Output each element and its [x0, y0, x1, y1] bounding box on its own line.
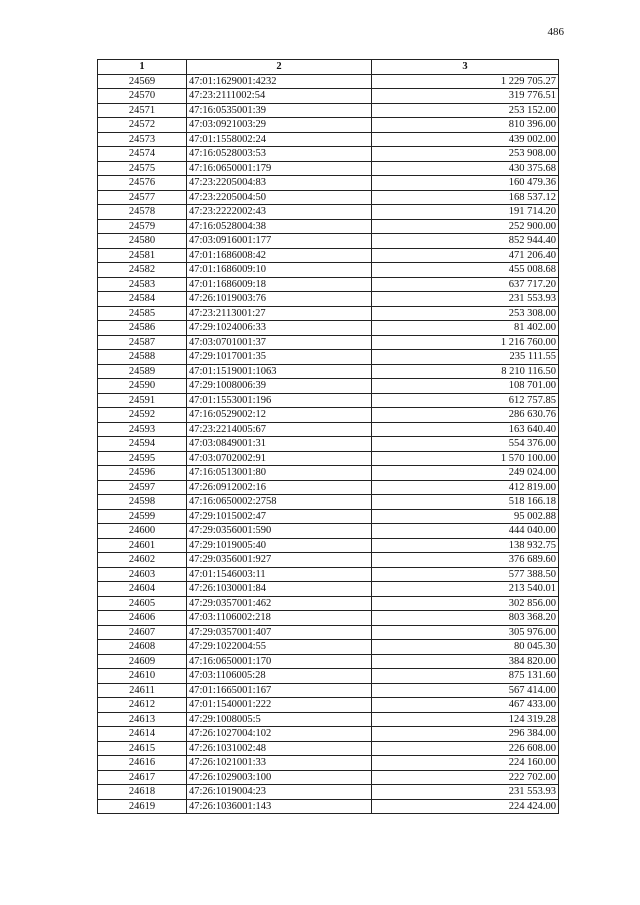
row-number-cell: 24611 [98, 683, 187, 698]
table-row [98, 625, 559, 640]
row-number-cell: 24585 [98, 306, 187, 321]
table-header-row [98, 60, 559, 75]
value-cell: 1 216 760.00 [372, 335, 559, 350]
cadastral-number-cell: 47:23:2205004:83 [187, 176, 372, 191]
table-row [98, 379, 559, 394]
value-cell: 286 630.76 [372, 408, 559, 423]
cadastral-number-cell: 47:16:0650002:2758 [187, 495, 372, 510]
cadastral-number-cell: 47:29:1015002:47 [187, 509, 372, 524]
cadastral-number-cell: 47:01:1519001:1063 [187, 364, 372, 379]
table-row [98, 234, 559, 249]
value-cell: 430 375.68 [372, 161, 559, 176]
table-row [98, 306, 559, 321]
row-number-cell: 24570 [98, 89, 187, 104]
table-row [98, 364, 559, 379]
table-row [98, 495, 559, 510]
row-number-cell: 24581 [98, 248, 187, 263]
value-cell: 567 414.00 [372, 683, 559, 698]
page-number: 486 [547, 26, 564, 38]
value-cell: 108 701.00 [372, 379, 559, 394]
table-body [98, 74, 559, 814]
cadastral-number-cell: 47:03:0702002:91 [187, 451, 372, 466]
cadastral-number-cell: 47:03:0701001:37 [187, 335, 372, 350]
table-row [98, 103, 559, 118]
cadastral-number-cell: 47:16:0513001:80 [187, 466, 372, 481]
value-cell: 319 776.51 [372, 89, 559, 104]
row-number-cell: 24569 [98, 74, 187, 89]
value-cell: 191 714.20 [372, 205, 559, 220]
cadastral-number-cell: 47:29:0356001:590 [187, 524, 372, 539]
row-number-cell: 24605 [98, 596, 187, 611]
value-cell: 296 384.00 [372, 727, 559, 742]
value-cell: 213 540.01 [372, 582, 559, 597]
value-cell: 95 002.88 [372, 509, 559, 524]
cadastral-number-cell: 47:26:1021001:33 [187, 756, 372, 771]
table-row [98, 611, 559, 626]
row-number-cell: 24610 [98, 669, 187, 684]
value-cell: 444 040.00 [372, 524, 559, 539]
cadastral-number-cell: 47:26:1019003:76 [187, 292, 372, 307]
table-row [98, 712, 559, 727]
row-number-cell: 24618 [98, 785, 187, 800]
row-number-cell: 24617 [98, 770, 187, 785]
cadastral-number-cell: 47:16:0650001:170 [187, 654, 372, 669]
cadastral-number-cell: 47:23:2205004:50 [187, 190, 372, 205]
cadastral-number-cell: 47:26:1031002:48 [187, 741, 372, 756]
value-cell: 226 608.00 [372, 741, 559, 756]
value-cell: 1 229 705.27 [372, 74, 559, 89]
cadastral-number-cell: 47:16:0650001:179 [187, 161, 372, 176]
row-number-cell: 24578 [98, 205, 187, 220]
value-cell: 467 433.00 [372, 698, 559, 713]
row-number-cell: 24607 [98, 625, 187, 640]
value-cell: 376 689.60 [372, 553, 559, 568]
value-cell: 80 045.30 [372, 640, 559, 655]
table-row [98, 422, 559, 437]
value-cell: 253 152.00 [372, 103, 559, 118]
row-number-cell: 24595 [98, 451, 187, 466]
value-cell: 163 640.40 [372, 422, 559, 437]
row-number-cell: 24589 [98, 364, 187, 379]
value-cell: 305 976.00 [372, 625, 559, 640]
cadastral-number-cell: 47:29:1022004:55 [187, 640, 372, 655]
table-row [98, 321, 559, 336]
value-cell: 231 553.93 [372, 292, 559, 307]
table-row [98, 654, 559, 669]
value-cell: 231 553.93 [372, 785, 559, 800]
cadastral-number-cell: 47:01:1686008:42 [187, 248, 372, 263]
value-cell: 637 717.20 [372, 277, 559, 292]
value-cell: 612 757.85 [372, 393, 559, 408]
cadastral-number-cell: 47:16:0529002:12 [187, 408, 372, 423]
row-number-cell: 24571 [98, 103, 187, 118]
value-cell: 439 002.00 [372, 132, 559, 147]
row-number-cell: 24593 [98, 422, 187, 437]
row-number-cell: 24586 [98, 321, 187, 336]
cadastral-number-cell: 47:29:0357001:462 [187, 596, 372, 611]
value-cell: 222 702.00 [372, 770, 559, 785]
row-number-cell: 24577 [98, 190, 187, 205]
value-cell: 160 479.36 [372, 176, 559, 191]
value-cell: 1 570 100.00 [372, 451, 559, 466]
table-row [98, 176, 559, 191]
cadastral-number-cell: 47:01:1629001:4232 [187, 74, 372, 89]
row-number-cell: 24619 [98, 799, 187, 814]
table-row [98, 408, 559, 423]
row-number-cell: 24613 [98, 712, 187, 727]
cadastral-number-cell: 47:29:1008006:39 [187, 379, 372, 394]
value-cell: 554 376.00 [372, 437, 559, 452]
cadastral-number-cell: 47:29:1008005:5 [187, 712, 372, 727]
value-cell: 810 396.00 [372, 118, 559, 133]
table-row [98, 118, 559, 133]
table-row [98, 132, 559, 147]
row-number-cell: 24590 [98, 379, 187, 394]
table-row [98, 480, 559, 495]
table-row [98, 756, 559, 771]
value-cell: 253 908.00 [372, 147, 559, 162]
row-number-cell: 24592 [98, 408, 187, 423]
cadastral-number-cell: 47:23:2113001:27 [187, 306, 372, 321]
row-number-cell: 24580 [98, 234, 187, 249]
table-row [98, 335, 559, 350]
table-row [98, 524, 559, 539]
row-number-cell: 24574 [98, 147, 187, 162]
row-number-cell: 24600 [98, 524, 187, 539]
value-cell: 124 319.28 [372, 712, 559, 727]
row-number-cell: 24598 [98, 495, 187, 510]
row-number-cell: 24588 [98, 350, 187, 365]
table-row [98, 248, 559, 263]
column-header-3: 3 [372, 60, 559, 75]
row-number-cell: 24608 [98, 640, 187, 655]
row-number-cell: 24596 [98, 466, 187, 481]
column-header-2: 2 [187, 60, 372, 75]
cadastral-number-cell: 47:26:0912002:16 [187, 480, 372, 495]
cadastral-number-cell: 47:26:1030001:84 [187, 582, 372, 597]
value-cell: 518 166.18 [372, 495, 559, 510]
value-cell: 455 008.68 [372, 263, 559, 278]
value-cell: 168 537.12 [372, 190, 559, 205]
value-cell: 252 900.00 [372, 219, 559, 234]
row-number-cell: 24602 [98, 553, 187, 568]
cadastral-number-cell: 47:03:0916001:177 [187, 234, 372, 249]
table-row [98, 567, 559, 582]
row-number-cell: 24614 [98, 727, 187, 742]
row-number-cell: 24609 [98, 654, 187, 669]
cadastral-number-cell: 47:26:1027004:102 [187, 727, 372, 742]
row-number-cell: 24594 [98, 437, 187, 452]
row-number-cell: 24604 [98, 582, 187, 597]
cadastral-number-cell: 47:03:1106005:28 [187, 669, 372, 684]
value-cell: 852 944.40 [372, 234, 559, 249]
table-row [98, 785, 559, 800]
row-number-cell: 24584 [98, 292, 187, 307]
row-number-cell: 24606 [98, 611, 187, 626]
value-cell: 138 932.75 [372, 538, 559, 553]
table-row [98, 741, 559, 756]
table-row [98, 698, 559, 713]
value-cell: 875 131.60 [372, 669, 559, 684]
value-cell: 81 402.00 [372, 321, 559, 336]
value-cell: 253 308.00 [372, 306, 559, 321]
table-row [98, 89, 559, 104]
table-row [98, 538, 559, 553]
table-row [98, 393, 559, 408]
table-row [98, 161, 559, 176]
row-number-cell: 24601 [98, 538, 187, 553]
table-row [98, 770, 559, 785]
cadastral-number-cell: 47:01:1553001:196 [187, 393, 372, 408]
row-number-cell: 24597 [98, 480, 187, 495]
table-row [98, 190, 559, 205]
cadastral-number-cell: 47:29:0356001:927 [187, 553, 372, 568]
column-header-1: 1 [98, 60, 187, 75]
table-row [98, 596, 559, 611]
cadastral-number-cell: 47:26:1036001:143 [187, 799, 372, 814]
table-row [98, 350, 559, 365]
row-number-cell: 24591 [98, 393, 187, 408]
value-cell: 471 206.40 [372, 248, 559, 263]
cadastral-number-cell: 47:29:1024006:33 [187, 321, 372, 336]
cadastral-number-cell: 47:29:0357001:407 [187, 625, 372, 640]
table-row [98, 292, 559, 307]
value-cell: 224 160.00 [372, 756, 559, 771]
cadastral-number-cell: 47:26:1019004:23 [187, 785, 372, 800]
cadastral-number-cell: 47:29:1017001:35 [187, 350, 372, 365]
value-cell: 235 111.55 [372, 350, 559, 365]
table-row [98, 727, 559, 742]
row-number-cell: 24576 [98, 176, 187, 191]
cadastral-number-cell: 47:01:1686009:18 [187, 277, 372, 292]
row-number-cell: 24575 [98, 161, 187, 176]
table-row [98, 669, 559, 684]
cadastral-number-cell: 47:03:0921003:29 [187, 118, 372, 133]
table-row [98, 437, 559, 452]
row-number-cell: 24582 [98, 263, 187, 278]
cadastral-number-cell: 47:01:1540001:222 [187, 698, 372, 713]
table-row [98, 553, 559, 568]
row-number-cell: 24599 [98, 509, 187, 524]
cadastral-number-cell: 47:16:0528004:38 [187, 219, 372, 234]
row-number-cell: 24579 [98, 219, 187, 234]
table-row [98, 640, 559, 655]
table-row [98, 147, 559, 162]
row-number-cell: 24573 [98, 132, 187, 147]
cadastral-number-cell: 47:01:1558002:24 [187, 132, 372, 147]
cadastral-number-cell: 47:23:2222002:43 [187, 205, 372, 220]
row-number-cell: 24615 [98, 741, 187, 756]
row-number-cell: 24612 [98, 698, 187, 713]
table-row [98, 277, 559, 292]
cadastral-number-cell: 47:03:0849001:31 [187, 437, 372, 452]
row-number-cell: 24603 [98, 567, 187, 582]
cadastral-number-cell: 47:01:1686009:10 [187, 263, 372, 278]
table-row [98, 582, 559, 597]
table-row [98, 219, 559, 234]
value-cell: 577 388.50 [372, 567, 559, 582]
table-row [98, 263, 559, 278]
table-row [98, 205, 559, 220]
cadastral-number-cell: 47:23:2111002:54 [187, 89, 372, 104]
cadastral-number-cell: 47:01:1665001:167 [187, 683, 372, 698]
cadastral-number-cell: 47:29:1019005:40 [187, 538, 372, 553]
cadastral-number-cell: 47:01:1546003:11 [187, 567, 372, 582]
table-row [98, 466, 559, 481]
value-cell: 8 210 116.50 [372, 364, 559, 379]
row-number-cell: 24572 [98, 118, 187, 133]
value-cell: 249 024.00 [372, 466, 559, 481]
row-number-cell: 24583 [98, 277, 187, 292]
cadastral-number-cell: 47:16:0528003:53 [187, 147, 372, 162]
table-row [98, 451, 559, 466]
value-cell: 302 856.00 [372, 596, 559, 611]
table-row [98, 509, 559, 524]
row-number-cell: 24587 [98, 335, 187, 350]
row-number-cell: 24616 [98, 756, 187, 771]
cadastral-number-cell: 47:03:1106002:218 [187, 611, 372, 626]
data-table [97, 59, 559, 814]
value-cell: 412 819.00 [372, 480, 559, 495]
cadastral-number-cell: 47:16:0535001:39 [187, 103, 372, 118]
cadastral-number-cell: 47:23:2214005:67 [187, 422, 372, 437]
table-row [98, 74, 559, 89]
value-cell: 803 368.20 [372, 611, 559, 626]
value-cell: 224 424.00 [372, 799, 559, 814]
table-row [98, 799, 559, 814]
value-cell: 384 820.00 [372, 654, 559, 669]
table-row [98, 683, 559, 698]
cadastral-number-cell: 47:26:1029003:100 [187, 770, 372, 785]
